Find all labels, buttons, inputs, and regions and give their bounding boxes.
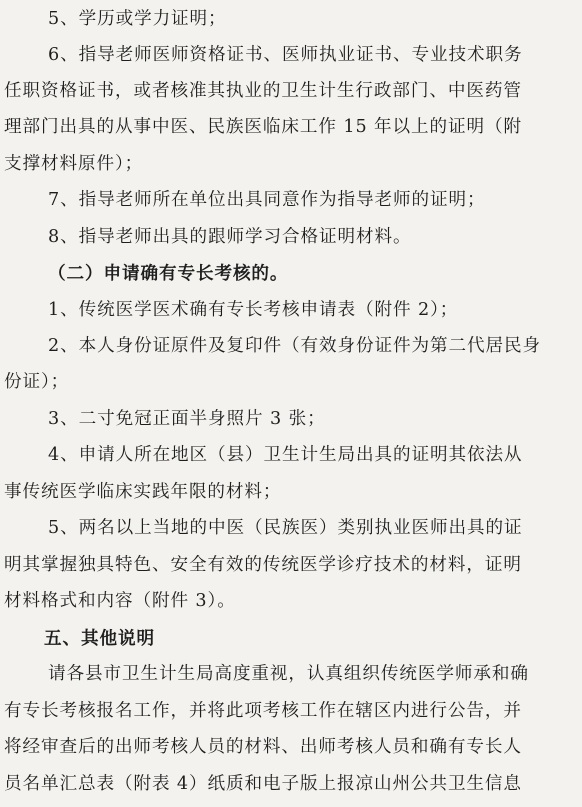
item-7: 7、指导老师所在单位出具同意作为指导老师的证明； — [48, 190, 486, 210]
item-2-line-1: 2、本人身份证原件及复印件（有效身份证件为第二代居民身 — [48, 336, 541, 356]
item-6-line-3: 理部门出具的从事中医、民族医临床工作 15 年以上的证明（附 — [4, 117, 523, 137]
item-3-photos: 3、二寸免冠正面半身照片 3 张； — [48, 409, 326, 429]
paragraph-line-3: 将经审查后的出师考核人员的材料、出师考核人员和确有专长人 — [4, 737, 522, 757]
section-heading-5: 五、其他说明 — [44, 628, 155, 649]
item-4-line-1: 4、申请人所在地区（县）卫生计生局出具的证明其依法从 — [48, 445, 523, 465]
subsection-heading-2: （二）申请确有专长考核的。 — [48, 263, 289, 284]
item-5-line-2: 明其掌握独具特色、安全有效的传统医学诊疗技术的材料，证明 — [4, 555, 522, 575]
item-8: 8、指导老师出具的跟师学习合格证明材料。 — [48, 227, 412, 247]
item-4-line-2: 事传统医学临床实践年限的材料； — [4, 482, 282, 502]
item-2-line-2: 份证）； — [4, 372, 70, 392]
item-6-line-2: 任职资格证书，或者核准其执业的卫生计生行政部门、中医药管 — [4, 81, 522, 101]
item-1-application-form: 1、传统医学医术确有专长考核申请表（附件 2）； — [48, 300, 459, 320]
paragraph-line-2: 有专长考核报名工作，并将此项考核工作在辖区内进行公告，并 — [4, 701, 522, 721]
item-5-education-proof: 5、学历或学力证明； — [48, 9, 227, 29]
item-6-line-4: 支撑材料原件）； — [4, 154, 144, 174]
paragraph-line-1: 请各县市卫生计生局高度重视，认真组织传统医学师承和确 — [48, 664, 529, 684]
item-5-line-3: 材料格式和内容（附件 3）。 — [4, 591, 236, 611]
item-5-line-1: 5、两名以上当地的中医（民族医）类别执业医师出具的证 — [48, 518, 523, 538]
item-6-line-1: 6、指导老师医师资格证书、医师执业证书、专业技术职务 — [48, 45, 523, 65]
paragraph-line-4: 员名单汇总表（附表 4）纸质和电子版上报凉山州公共卫生信息 — [4, 774, 522, 794]
